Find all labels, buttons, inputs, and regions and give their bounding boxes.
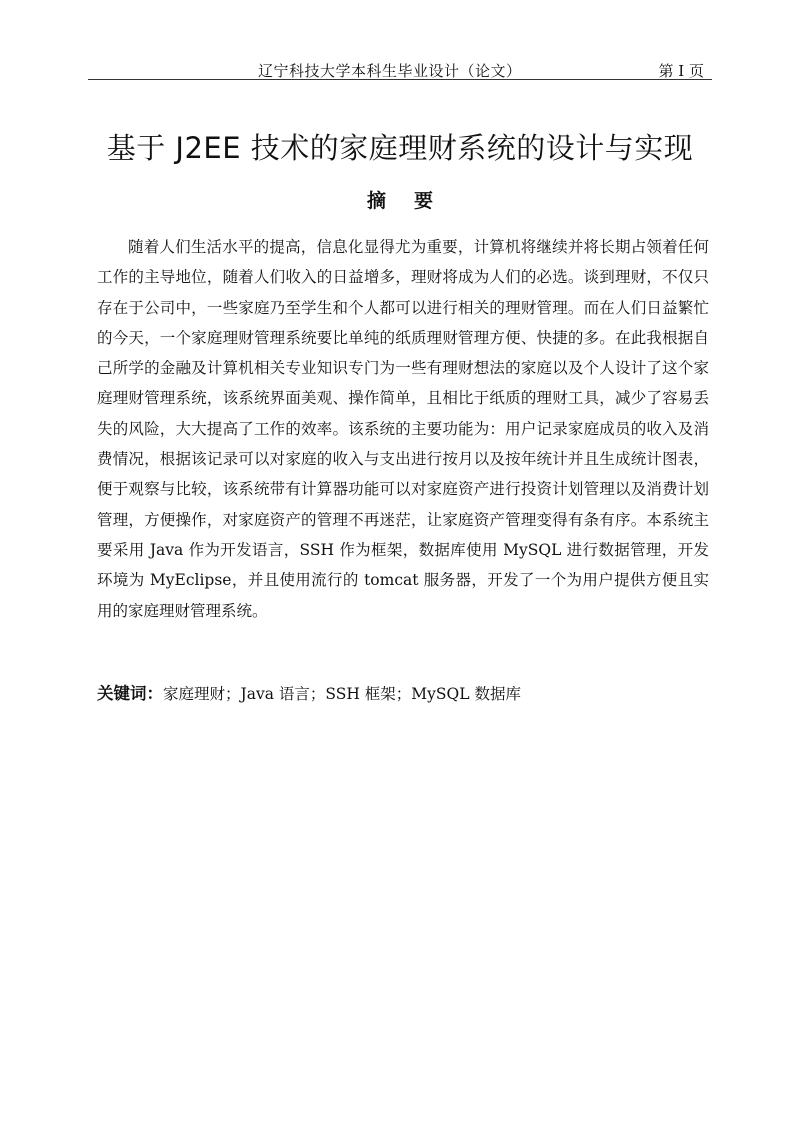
keywords-value: 家庭理财；Java 语言；SSH 框架；MySQL 数据库 — [163, 685, 521, 703]
running-title: 辽宁科技大学本科生毕业设计（论文） — [258, 62, 522, 80]
page-number: 第 I 页 — [658, 62, 704, 80]
abstract-heading: 摘要 — [366, 190, 461, 212]
abstract-body: 随着人们生活水平的提高，信息化显得尤为重要，计算机将继续并将长期占领着任何工作的主导地位，随着人们收入的日益增多，理财将成为人们的必选。谈到理财，不仅只存在于公司中，一些家庭乃至学生和个人都可以进行相关的理财管理。而在人们日益繁忙的今天，一个家庭理财管理系统要比单纯的纸质理财管理方便、快捷的多。在此我根据自己所学的金融及计算机相关专业知识专门为一些有理财想法的家庭以及个人设计了这个家庭理财管理系统，该系统界面美观、操作简单，且相比于纸质的理财工具，减少了容易丢失的风险，大大提高了工作的效率。该系统的主要功能为：用户记录家庭成员的收入及消费情况，根据该记录可以对家庭的收入与支出进行按月以及按年统计并且生成统计图表，便于观察与比较，该系统带有计算器功能可以对家庭资产进行投资计划管理以及消费计划管理，方便操作，对家庭资产的管理不再迷茫，让家庭资产管理变得有条有序。本系统主要采用 Java 作为开发语言，SSH 作为框架，数据库使用 MySQL 进行数据管理，开发环境为 MyEclipse，并且使用流行的 tomcat 服务器，开发了一个为用户提供方便且实用的家庭理财管理系统。 — [97, 238, 709, 620]
keywords-line — [97, 680, 709, 704]
thesis-title: 基于 J2EE 技术的家庭理财系统的设计与实现 — [106, 131, 694, 165]
page-header — [88, 0, 712, 80]
keywords-label: 关键词： — [97, 684, 163, 703]
